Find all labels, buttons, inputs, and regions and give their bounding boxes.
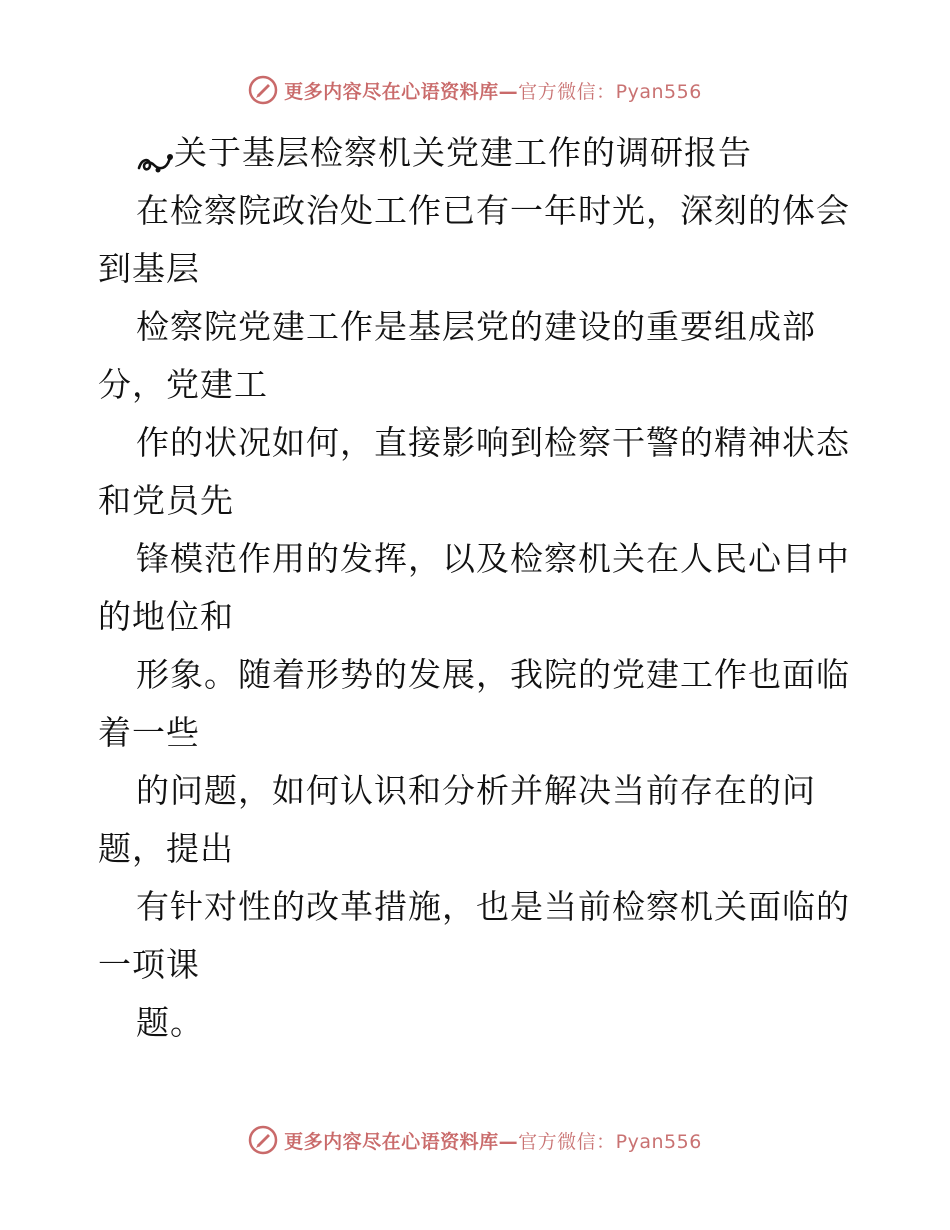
- text-line: 有针对性的改革措施，也是当前检察机关面临的: [136, 887, 850, 926]
- text-line: 分，党建工: [98, 365, 268, 404]
- banner-wechat: 官方微信：Pyan556: [518, 80, 702, 103]
- document-paragraph: [98, 182, 858, 1052]
- flourish-icon: [136, 138, 174, 168]
- text-line: 和党员先: [98, 481, 234, 520]
- text-line: 检察院党建工作是基层党的建设的重要组成部: [136, 307, 816, 346]
- banner-text: [284, 1127, 702, 1154]
- banner-slogan: 更多内容尽在心语资料库—: [284, 80, 519, 103]
- document-title-row: [98, 124, 858, 182]
- text-line: 形象。随着形势的发展，我院的党建工作也面临: [136, 655, 850, 694]
- text-line: 的问题，如何认识和分析并解决当前存在的问: [136, 771, 816, 810]
- document-title: 关于基层检察机关党建工作的调研报告: [174, 133, 752, 172]
- header-banner: [0, 70, 950, 110]
- text-line: 在检察院政治处工作已有一年时光，深刻的体会: [136, 191, 850, 230]
- text-line: 到基层: [98, 249, 200, 288]
- banner-slogan: 更多内容尽在心语资料库—: [284, 1130, 519, 1153]
- banner-wechat: 官方微信：Pyan556: [518, 1130, 702, 1153]
- text-line: 题，提出: [98, 829, 234, 868]
- banner-text: [284, 77, 702, 104]
- text-line: 题。: [136, 1003, 204, 1042]
- text-line: 着一些: [98, 713, 200, 752]
- text-line: 一项课: [98, 945, 200, 984]
- footer-banner: [0, 1120, 950, 1160]
- text-line: 的地位和: [98, 597, 234, 636]
- text-line: 作的状况如何，直接影响到检察干警的精神状态: [136, 423, 850, 462]
- document-body: [98, 124, 858, 1052]
- brand-logo-icon: [248, 1125, 278, 1155]
- text-line: 锋模范作用的发挥，以及检察机关在人民心目中: [136, 539, 850, 578]
- brand-logo-icon: [248, 75, 278, 105]
